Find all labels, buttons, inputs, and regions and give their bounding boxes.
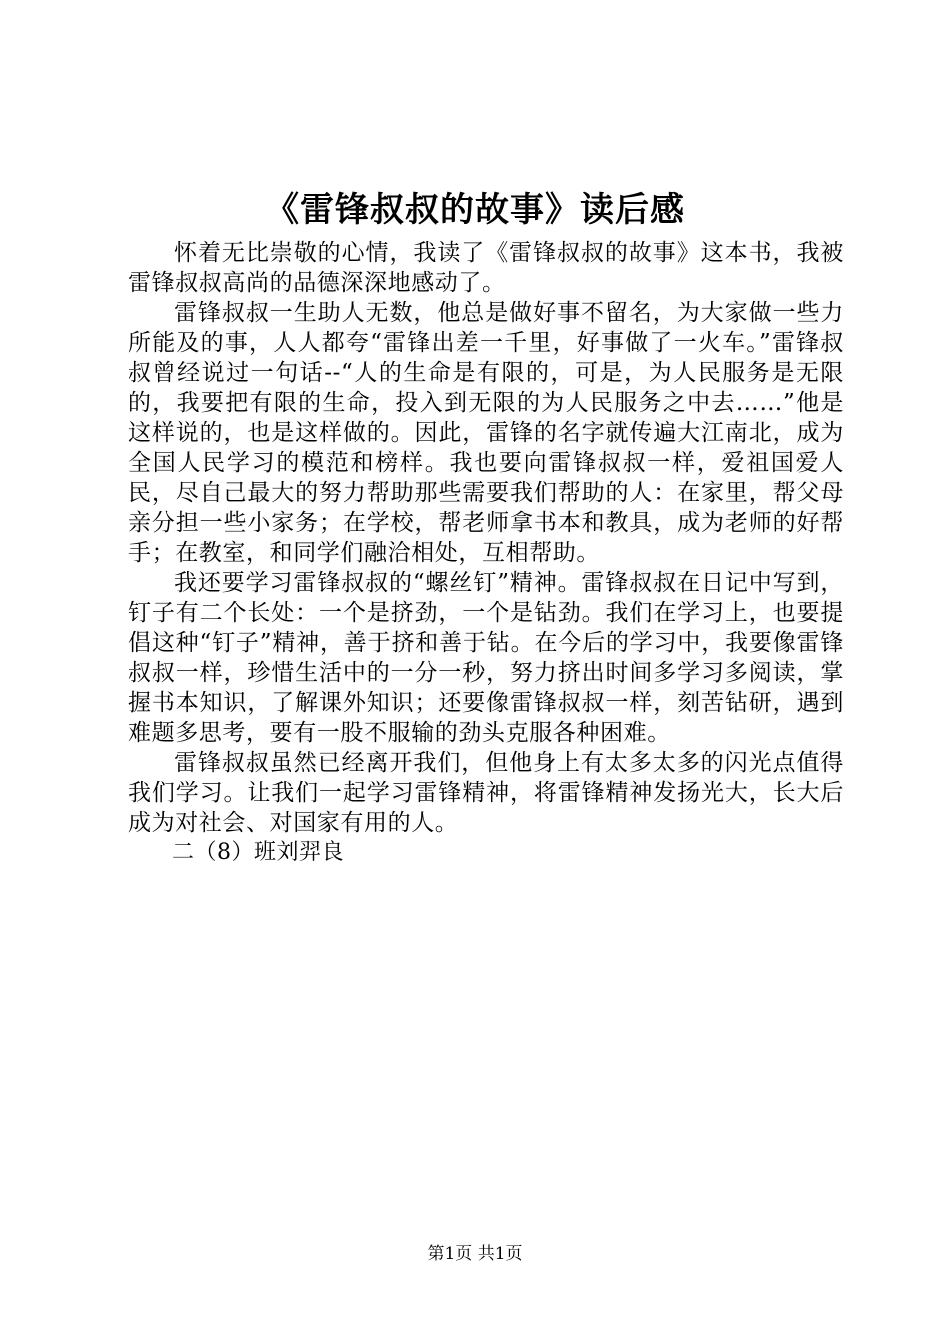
paragraph-2: 雷锋叔叔一生助人无数，他总是做好事不留名，为大家做一些力所能及的事，人人都夸“雷锋出差一千里，好事做了一火车。”雷锋叔叔曾经说过一句话--“人的生命是有限的，可是，为人民服务是无限的，我要把有限的生命，投入到无限的为人民服务之中去……”他是这样说的，也是这样做的。因此，雷锋的名字就传遍大江南北，成为全国人民学习的模范和榜样。我也要向雷锋叔叔一样，爱祖国爱人民，尽自己最大的努力帮助那些需要我们帮助的人：在家里，帮父母亲分担一些小家务；在学校，帮老师拿书本和教具，成为老师的好帮手；在教室，和同学们融洽相处，互相帮助。 [128,300,844,566]
document-title: 《雷锋叔叔的故事》读后感 [265,190,685,230]
paragraph-4: 雷锋叔叔虽然已经离开我们，但他身上有太多太多的闪光点值得我们学习。让我们一起学习雷锋精神，将雷锋精神发扬光大，长大后成为对社会、对国家有用的人。 [128,750,844,836]
paragraph-1: 怀着无比崇敬的心情，我读了《雷锋叔叔的故事》这本书，我被雷锋叔叔高尚的品德深深地感动了。 [128,240,844,296]
document-body [128,238,844,868]
paragraph-3: 我还要学习雷锋叔叔的“螺丝钉”精神。雷锋叔叔在日记中写到，钉子有二个长处：一个是挤劲，一个是钻劲。我们在学习上，也要提倡这种“钉子”精神，善于挤和善于钻。在今后的学习中，我要像雷锋叔叔一样，珍惜生活中的一分一秒，努力挤出时间多学习多阅读，掌握书本知识，了解课外知识；还要像雷锋叔叔一样，刻苦钻研，遇到难题多思考，要有一股不服输的劲头克服各种困难。 [128,570,844,746]
page-number-footer: 第1页 共1页 [427,1244,523,1264]
author-signature: 二（8）班刘羿良 [172,840,344,865]
